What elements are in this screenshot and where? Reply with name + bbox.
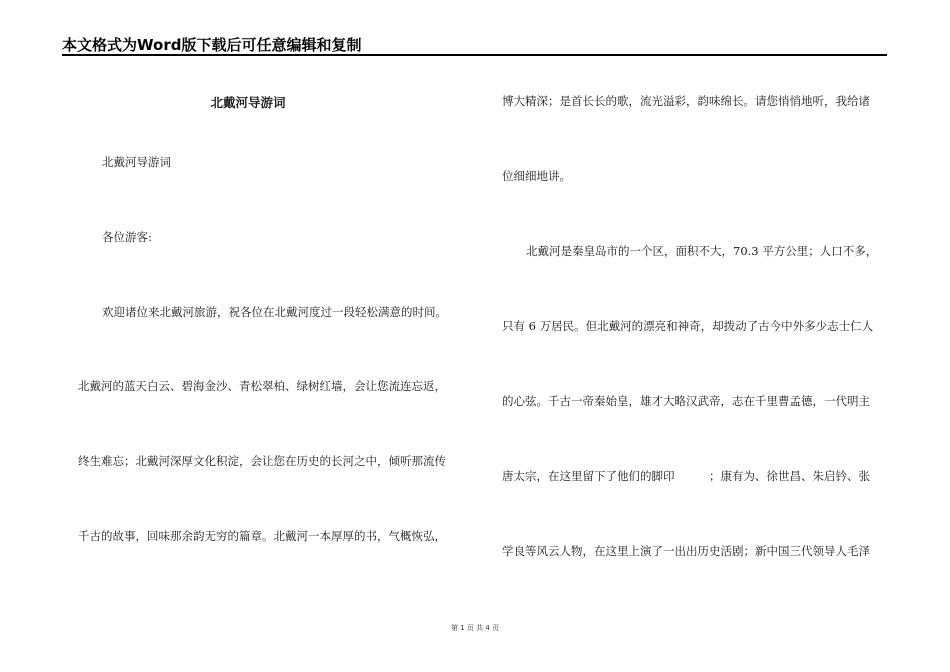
text-line: 博大精深；是首长长的歌，流光溢彩，韵味绵长。请您悄悄地听，我给诸 xyxy=(502,94,870,108)
text-line: 唐太宗，在这里留下了他们的脚印 ；康有为、徐世昌、朱启钤、张 xyxy=(502,469,870,483)
text-line: 北戴河是秦皇岛市的一个区，面积不大，70.3 平方公里；人口不多， xyxy=(526,244,878,258)
text-line: 位细细地讲。 xyxy=(502,169,571,183)
document-title: 北戴河导游词 xyxy=(210,95,286,110)
text-line: 北戴河的蓝天白云、碧海金沙、青松翠柏、绿树红墙，会让您流连忘返， xyxy=(78,379,446,393)
text-line: 各位游客: xyxy=(102,230,152,244)
text-line: 只有 6 万居民。但北戴河的漂亮和神奇，却拨动了古今中外多少志士仁人 xyxy=(502,319,874,333)
text-line: 终生难忘；北戴河深厚文化积淀，会让您在历史的长河之中，倾听那流传 xyxy=(78,454,446,468)
header-divider xyxy=(62,54,887,56)
document-header-banner: 本文格式为Word版下载后可任意编辑和复制 xyxy=(62,36,362,54)
text-line: 的心弦。千古一帝秦始皇，雄才大略汉武帝，志在千里曹孟德，一代明主 xyxy=(502,394,870,408)
text-line: 学良等风云人物，在这里上演了一出出历史活剧；新中国三代领导人毛泽 xyxy=(502,544,870,558)
text-line: 千古的故事，回味那余韵无穷的篇章。北戴河一本厚厚的书，气概恢弘， xyxy=(78,529,446,543)
page-footer: 第 1 页 共 4 页 xyxy=(450,624,500,632)
text-line: 欢迎诸位来北戴河旅游，祝各位在北戴河度过一段轻松满意的时间。 xyxy=(102,305,447,319)
text-line: 北戴河导游词 xyxy=(102,155,171,169)
